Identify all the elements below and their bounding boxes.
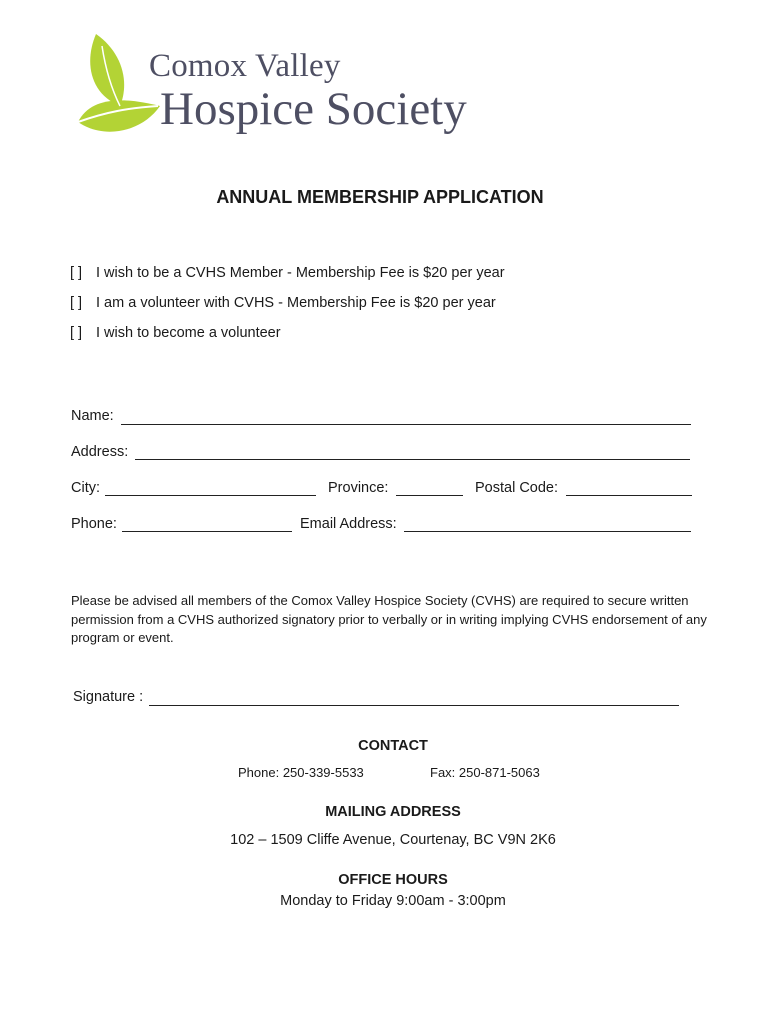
postal-code-label: Postal Code: [475,480,559,496]
option-label: I am a volunteer with CVHS - Membership Fee is $20 per year [96,295,496,311]
city-field[interactable] [105,495,316,496]
address-label: Address: [71,444,129,460]
email-label: Email Address: [300,516,397,532]
province-field[interactable] [396,495,463,496]
signature-label: Signature : [73,689,144,705]
phone-label: Phone: [71,516,117,532]
option-become-volunteer[interactable] [70,325,281,341]
logo-text-line1: Comox Valley [149,48,341,84]
checkbox-bracket[interactable]: [ ] [70,265,83,281]
address-field[interactable] [135,459,690,460]
mailing-heading: MAILING ADDRESS [325,804,461,820]
city-label: City: [71,480,100,496]
option-label: I wish to become a volunteer [96,325,281,341]
contact-phone: Phone: 250-339-5533 [238,765,364,780]
office-hours-heading: OFFICE HOURS [338,872,448,888]
name-label: Name: [71,408,114,424]
option-member[interactable] [70,265,505,281]
mailing-address: 102 – 1509 Cliffe Avenue, Courtenay, BC V9N 2K6 [230,832,556,848]
name-field[interactable] [121,424,691,425]
office-hours-text: Monday to Friday 9:00am - 3:00pm [280,893,506,909]
postal-code-field[interactable] [566,495,692,496]
logo-text-line2: Hospice Society [160,83,467,135]
page-title: ANNUAL MEMBERSHIP APPLICATION [216,187,544,207]
contact-heading: CONTACT [358,738,428,754]
province-label: Province: [328,480,389,496]
contact-fax: Fax: 250-871-5063 [430,765,540,780]
email-field[interactable] [404,531,691,532]
option-label: I wish to be a CVHS Member - Membership Fee is $20 per year [96,265,505,281]
checkbox-bracket[interactable]: [ ] [70,295,83,311]
notice-paragraph: Please be advised all members of the Comox Valley Hospice Society (CVHS) are required to secure written permission from a CVHS authorized signatory prior to verbally or in writing implying CVHS endorsement of any program or event. [71,593,707,645]
phone-field[interactable] [122,531,292,532]
option-volunteer-member[interactable] [70,295,496,311]
leaf-logo-icon [76,32,160,136]
signature-field[interactable] [149,705,679,706]
checkbox-bracket[interactable]: [ ] [70,325,83,341]
